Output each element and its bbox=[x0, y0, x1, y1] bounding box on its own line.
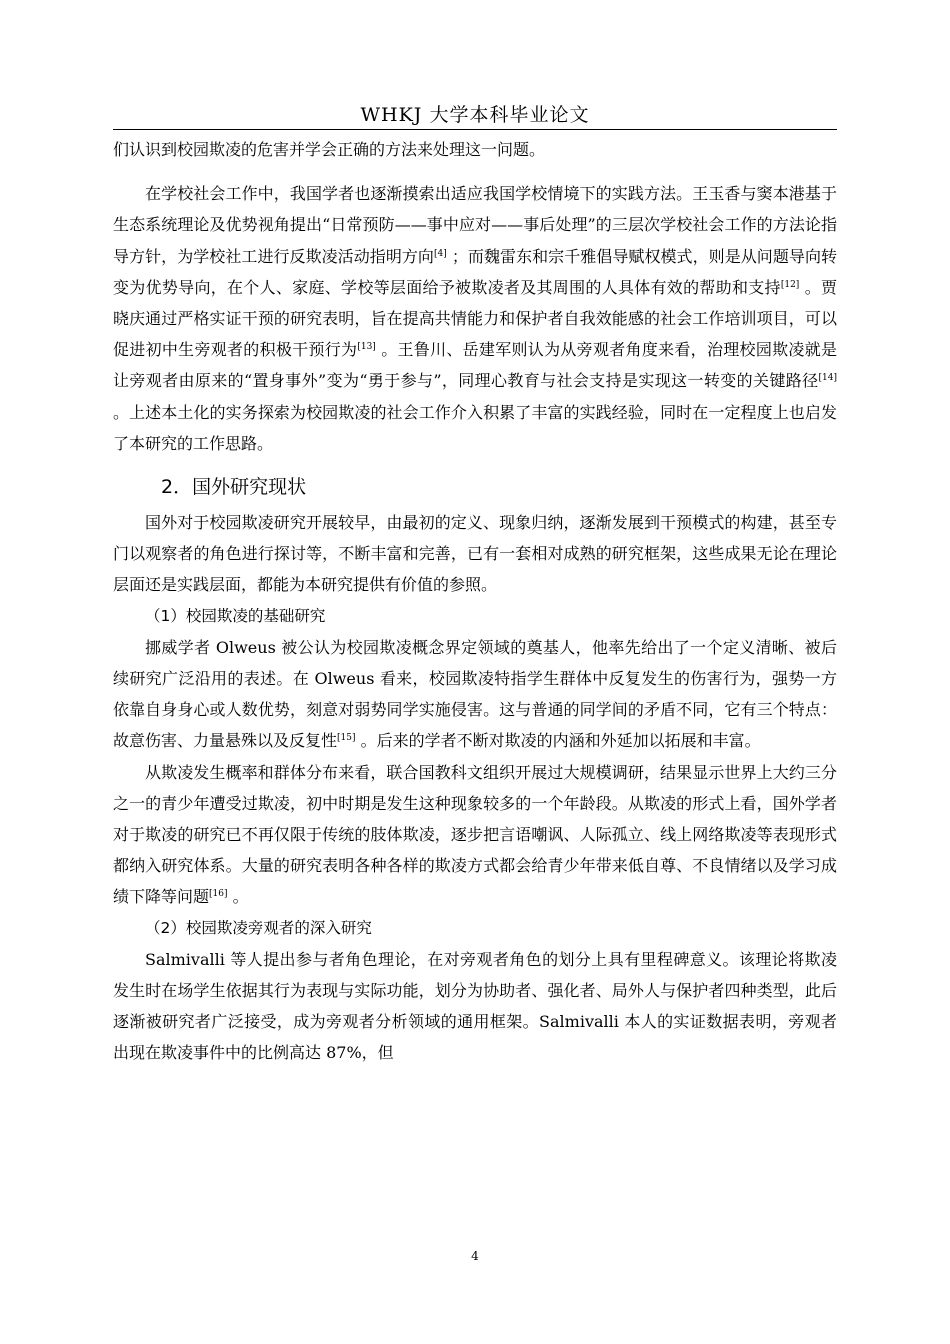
citation: [16] bbox=[209, 889, 228, 900]
citation: [12] bbox=[780, 279, 800, 290]
document-body bbox=[113, 134, 837, 1069]
citation: [4] bbox=[433, 248, 447, 259]
paragraph-text: 。贾晓庆通过严格实证干预的研究表明，旨在提高共情能力和保护者自我效能感的社会工作培训项目，可以促进初中生旁观者的积极干预行为 bbox=[113, 277, 837, 360]
paragraph-text: 。后来的学者不断对欺凌的内涵和外延加以拓展和丰富。 bbox=[355, 731, 761, 751]
paragraph-gap bbox=[113, 165, 837, 178]
paragraph-prevalence bbox=[113, 757, 837, 913]
paragraph-foreign-overview: 国外对于校园欺凌研究开展较早，由最初的定义、现象归纳，逐渐发展到干预模式的构建，甚至专门以观察者的角色进行探讨等，不断丰富和完善，已有一套相对成熟的研究框架，这些成果无论在理论层面还是实践层面，都能为本研究提供有价值的参照。 bbox=[113, 513, 837, 595]
paragraph-text: ；而魏雷东和宗千雅倡导赋权模式，则是从问题导向转变为优势导向，在个人、家庭、学校等层面给予被欺凌者及其周围的人具体有效的帮助和支持 bbox=[113, 246, 837, 297]
paragraph-text: 。上述本土化的实务探索为校园欺凌的社会工作介入积累了丰富的实践经验，同时在一定程度上也启发了本研究的工作思路。 bbox=[113, 402, 837, 453]
section-heading: 2．国外研究现状 bbox=[161, 476, 307, 499]
page-number: 4 bbox=[471, 1249, 479, 1263]
paragraph-continuation: 们认识到校园欺凌的危害并学会正确的方法来处理这一问题。 bbox=[113, 140, 546, 159]
header-divider bbox=[113, 129, 837, 130]
paragraph-text: 在学校社会工作中，我国学者也逐渐摸索出适应我国学校情境下的实践方法。王玉香与窦本港基于生态系统理论及优势视角提出“日常预防——事中应对——事后处理”的三层次学校社会工作的方法论指导方针，为学校社工进行反欺凌活动指明方向 bbox=[113, 184, 837, 266]
paragraph-salmivalli: Salmivalli 等人提出参与者角色理论，在对旁观者角色的划分上具有里程碑意义。该理论将欺凌发生时在场学生依据其行为表现与实际功能，划分为协助者、强化者、局外人与保护者四种类型，此后逐渐被研究者广泛接受，成为旁观者分析领域的通用框架。Salmivalli 本人的实证数据表明，旁观者出现在欺凌事件中的比例高达 87%，但 bbox=[113, 949, 837, 1063]
paragraph-text: 。王鲁川、岳建军则认为从旁观者角度来看，治理校园欺凌就是让旁观者由原来的“置身事外”变为“勇于参与”，同理心教育与社会支持是实现这一转变的关键路径 bbox=[113, 340, 837, 391]
paragraph-olweus bbox=[113, 632, 837, 757]
paragraph-text: 从欺凌发生概率和群体分布来看，联合国教科文组织开展过大规模调研，结果显示世界上大约三分之一的青少年遭受过欺凌，初中时期是发生这种现象较多的一个年龄段。从欺凌的形式上看，国外学者对于欺凌的研究已不再仅限于传统的肢体欺凌，逐步把言语嘲讽、人际孤立、线上网络欺凌等表现形式都纳入研究体系。大量的研究表明各种各样的欺凌方式都会给青少年带来低自尊、不良情绪以及学习成绩下降等问题 bbox=[113, 762, 837, 907]
citation: [15] bbox=[337, 733, 356, 744]
citation: [13] bbox=[357, 342, 376, 353]
paragraph-text: 。 bbox=[227, 887, 249, 907]
subsection-heading-bystander-research: （2）校园欺凌旁观者的深入研究 bbox=[145, 918, 372, 937]
subsection-heading-basic-research: （1）校园欺凌的基础研究 bbox=[145, 606, 326, 625]
citation: [14] bbox=[818, 373, 837, 384]
page-header-title: WHKJ 大学本科毕业论文 bbox=[360, 104, 590, 126]
paragraph-text: 挪威学者 Olweus 被公认为校园欺凌概念界定领域的奠基人，他率先给出了一个定义清晰、被后续研究广泛沿用的表述。在 Olweus 看来，校园欺凌特指学生群体中反复发生的伤害行为，强势一方依靠自身身心或人数优势，刻意对弱势同学实施侵害。这与普通的同学间的矛盾不同，它有三个特点：故意伤害、力量悬殊以及反复性 bbox=[113, 637, 837, 751]
paragraph-domestic-practice bbox=[113, 178, 837, 459]
